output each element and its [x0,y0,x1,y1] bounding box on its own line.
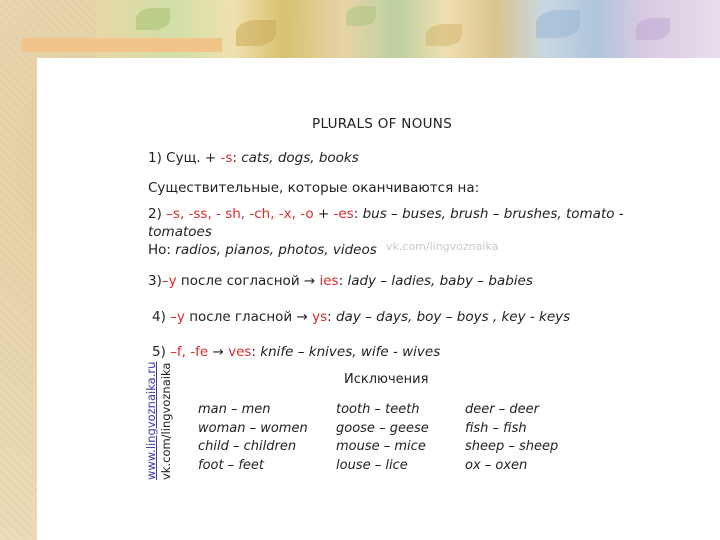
rule-4-ending: –y [170,309,185,325]
leaf-decoration [426,24,462,46]
rule-3 [148,273,533,289]
rule-3-suffix: ies [319,273,339,289]
rule-1-suffix: -s [220,150,233,166]
rule-3-prefix: 3) [148,273,162,289]
exceptions-column-1 [198,401,308,475]
exception-item: fish – fish [465,420,527,436]
exception-item: deer – deer [465,402,539,417]
rule-5-suffix: ves [228,344,252,360]
rule-2-endings: –s, -ss, - sh, -ch, -x, -o [166,206,314,222]
rule-2-line-1 [148,206,624,222]
rule-2-but-line [148,242,377,258]
intro-text: Существительные, которые оканчиваются на: [148,180,480,196]
rule-4-colon: : [327,309,336,325]
exception-item: man – men [198,402,271,417]
rule-5 [152,344,440,360]
leaf-decoration [346,6,376,26]
leaf-decoration [636,18,670,40]
rule-5-examples: knife – knives, wife - wives [260,344,441,360]
exceptions-column-2 [336,401,429,475]
rule-2-line-2: tomatoes [148,224,212,240]
rule-2-prefix: 2) [148,206,167,222]
rule-1-prefix: 1) Сущ. + [148,150,221,166]
page-title: PLURALS OF NOUNS [312,116,453,132]
exception-item: mouse – mice [336,439,426,455]
exception-item: ox – oxen [465,457,528,473]
exception-item: sheep – sheep [465,439,559,455]
leaf-decoration [236,20,276,46]
leaf-decoration [136,8,170,30]
rule-5-prefix: 5) [152,344,171,360]
rule-2-plus: + [313,206,334,222]
vk-link[interactable]: vk.com/lingvoznaika [159,362,173,480]
rule-2-but-label: Но: [148,242,176,258]
exceptions-column-3 [465,401,558,475]
rule-4-examples: day – days, boy – boys , key - keys [335,309,571,325]
rule-3-ending: –y [161,273,177,289]
rule-2-suffix: -es [333,206,354,222]
watermark: vk.com/lingvoznaika [386,240,499,253]
site-link[interactable]: www.lingvoznaika.ru [144,361,158,480]
exceptions-title: Исключения [344,372,429,387]
exception-item: child – children [198,439,297,455]
exception-item: foot – feet [198,457,265,473]
exception-item: woman – women [198,420,308,436]
rule-3-colon: : [338,273,348,289]
exception-item: louse – lice [336,457,408,473]
rule-2-colon: : [353,206,363,222]
rule-1 [148,150,359,166]
leaf-decoration [536,10,580,38]
rule-4 [152,309,570,325]
rule-4-suffix: ys [312,309,328,325]
rule-4-prefix: 4) [152,309,171,325]
side-links [144,362,174,480]
rule-2-but-examples: radios, pianos, photos, videos [175,242,377,258]
rule-1-colon: : [232,150,242,166]
rule-5-colon: : [251,344,261,360]
exception-item: tooth – teeth [336,402,420,417]
rule-3-examples: lady – ladies, baby – babies [347,273,533,289]
rule-1-examples: cats, dogs, books [241,150,359,166]
rule-2-examples: bus – buses, brush – brushes, tomato - [362,206,624,222]
rule-5-ending: –f, -fe [170,344,209,360]
rule-4-middle: после гласной → [184,309,313,325]
rule-5-arrow: → [208,344,229,360]
rule-3-middle: после согласной → [176,273,320,289]
exception-item: goose – geese [336,420,429,436]
orange-accent-bar [22,38,222,52]
